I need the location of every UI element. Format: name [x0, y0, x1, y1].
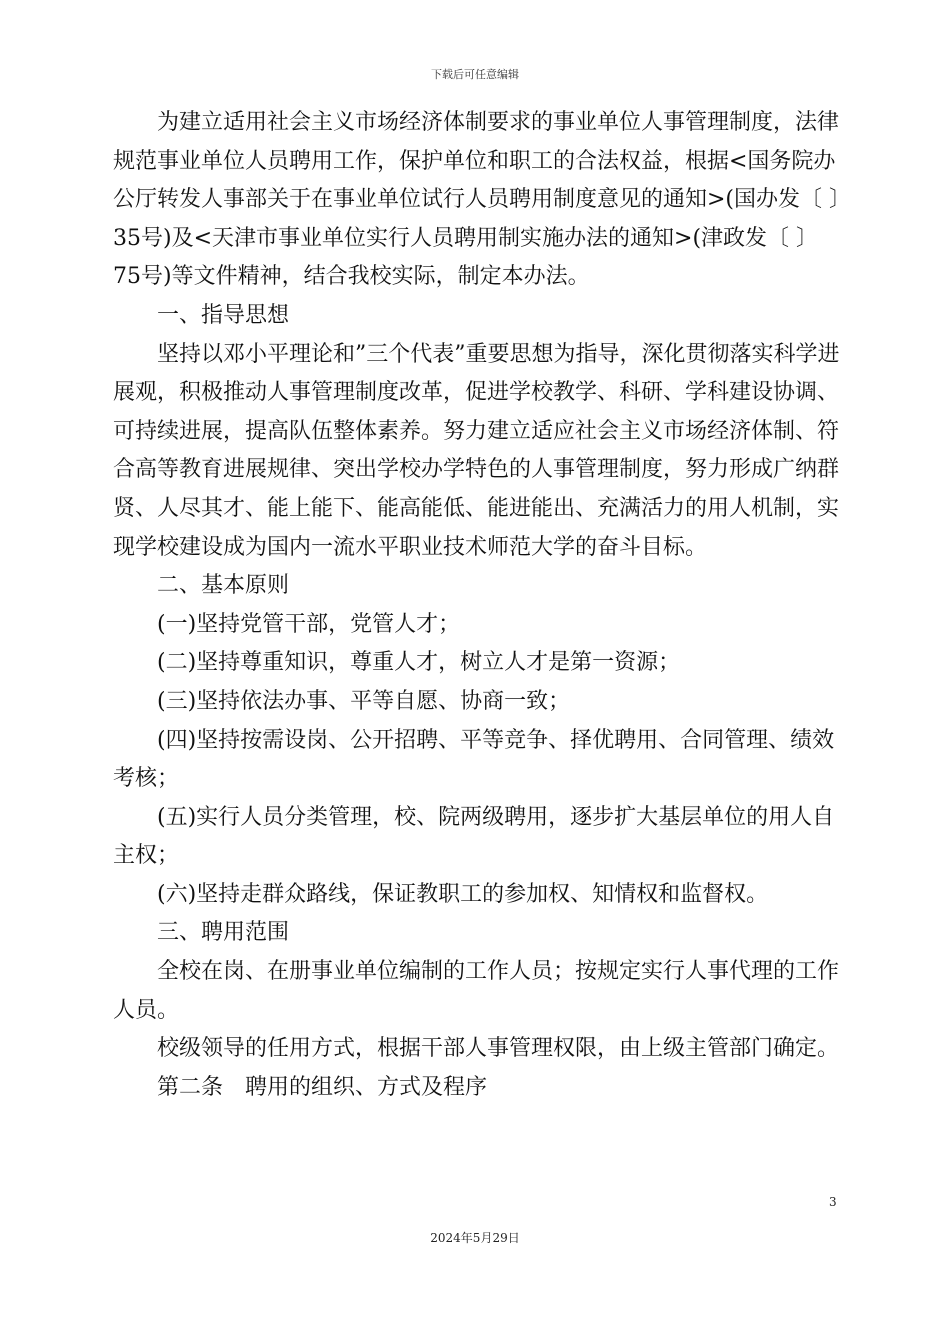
section-heading-basic-principles: 二、基本原则	[157, 573, 290, 599]
paragraph-leadership-appointment: 校级领导的任用方式，根据干部人事管理权限，由上级主管部门确定。	[157, 1036, 840, 1062]
document-body	[113, 104, 843, 1107]
paragraph-preamble: 为建立适用社会主义市场经济体制要求的事业单位人事管理制度，法律规范事业单位人员聘用工作，保护单位和职工的合法权益，根据<国务院办公厅转发人事部关于在事业单位试行人员聘用制度意见的通知>(国办发〔 〕35号)及<天津市事业单位实行人员聘用制实施办法的通知>(津政发〔 〕75号)等文件精神，结合我校实际，制定本办法。	[113, 110, 841, 290]
principle-item-6: (六)坚持走群众路线，保证教职工的参加权、知情权和监督权。	[157, 881, 769, 907]
principle-item-2: (二)坚持尊重知识，尊重人才，树立人才是第一资源；	[157, 650, 681, 676]
page-header: 下载后可任意编辑	[431, 68, 519, 81]
paragraph-scope: 全校在岗、在册事业单位编制的工作人员；按规定实行人事代理的工作人员。	[113, 959, 840, 1023]
article-heading-2: 第二条 聘用的组织、方式及程序	[157, 1074, 488, 1100]
principle-item-5: (五)实行人员分类管理，校、院两级聘用，逐步扩大基层单位的用人自主权；	[113, 804, 835, 869]
section-heading-guiding-ideology: 一、指导思想	[157, 302, 290, 328]
section-heading-scope: 三、聘用范围	[157, 920, 290, 946]
footer-date: 2024年5月29日	[430, 1231, 520, 1245]
principle-item-4: (四)坚持按需设岗、公开招聘、平等竞争、择优聘用、合同管理、绩效考核；	[113, 727, 835, 792]
principle-item-1: (一)坚持党管干部，党管人才；	[157, 611, 461, 637]
page-number: 3	[829, 1195, 837, 1209]
principle-item-3: (三)坚持依法办事、平等自愿、协商一致；	[157, 688, 571, 714]
paragraph-guiding-ideology: 坚持以邓小平理论和”三个代表”重要思想为指导，深化贯彻落实科学进展观，积极推动人事管理制度改革，促进学校教学、科研、学科建设协调、可持续进展，提高队伍整体素养。努力建立适应社会主义市场经济体制、符合高等教育进展规律、突出学校办学特色的人事管理制度，努力形成广纳群贤、人尽其才、能上能下、能高能低、能进能出、充满活力的用人机制，实现学校建设成为国内一流水平职业技术师范大学的奋斗目标。	[113, 341, 840, 560]
